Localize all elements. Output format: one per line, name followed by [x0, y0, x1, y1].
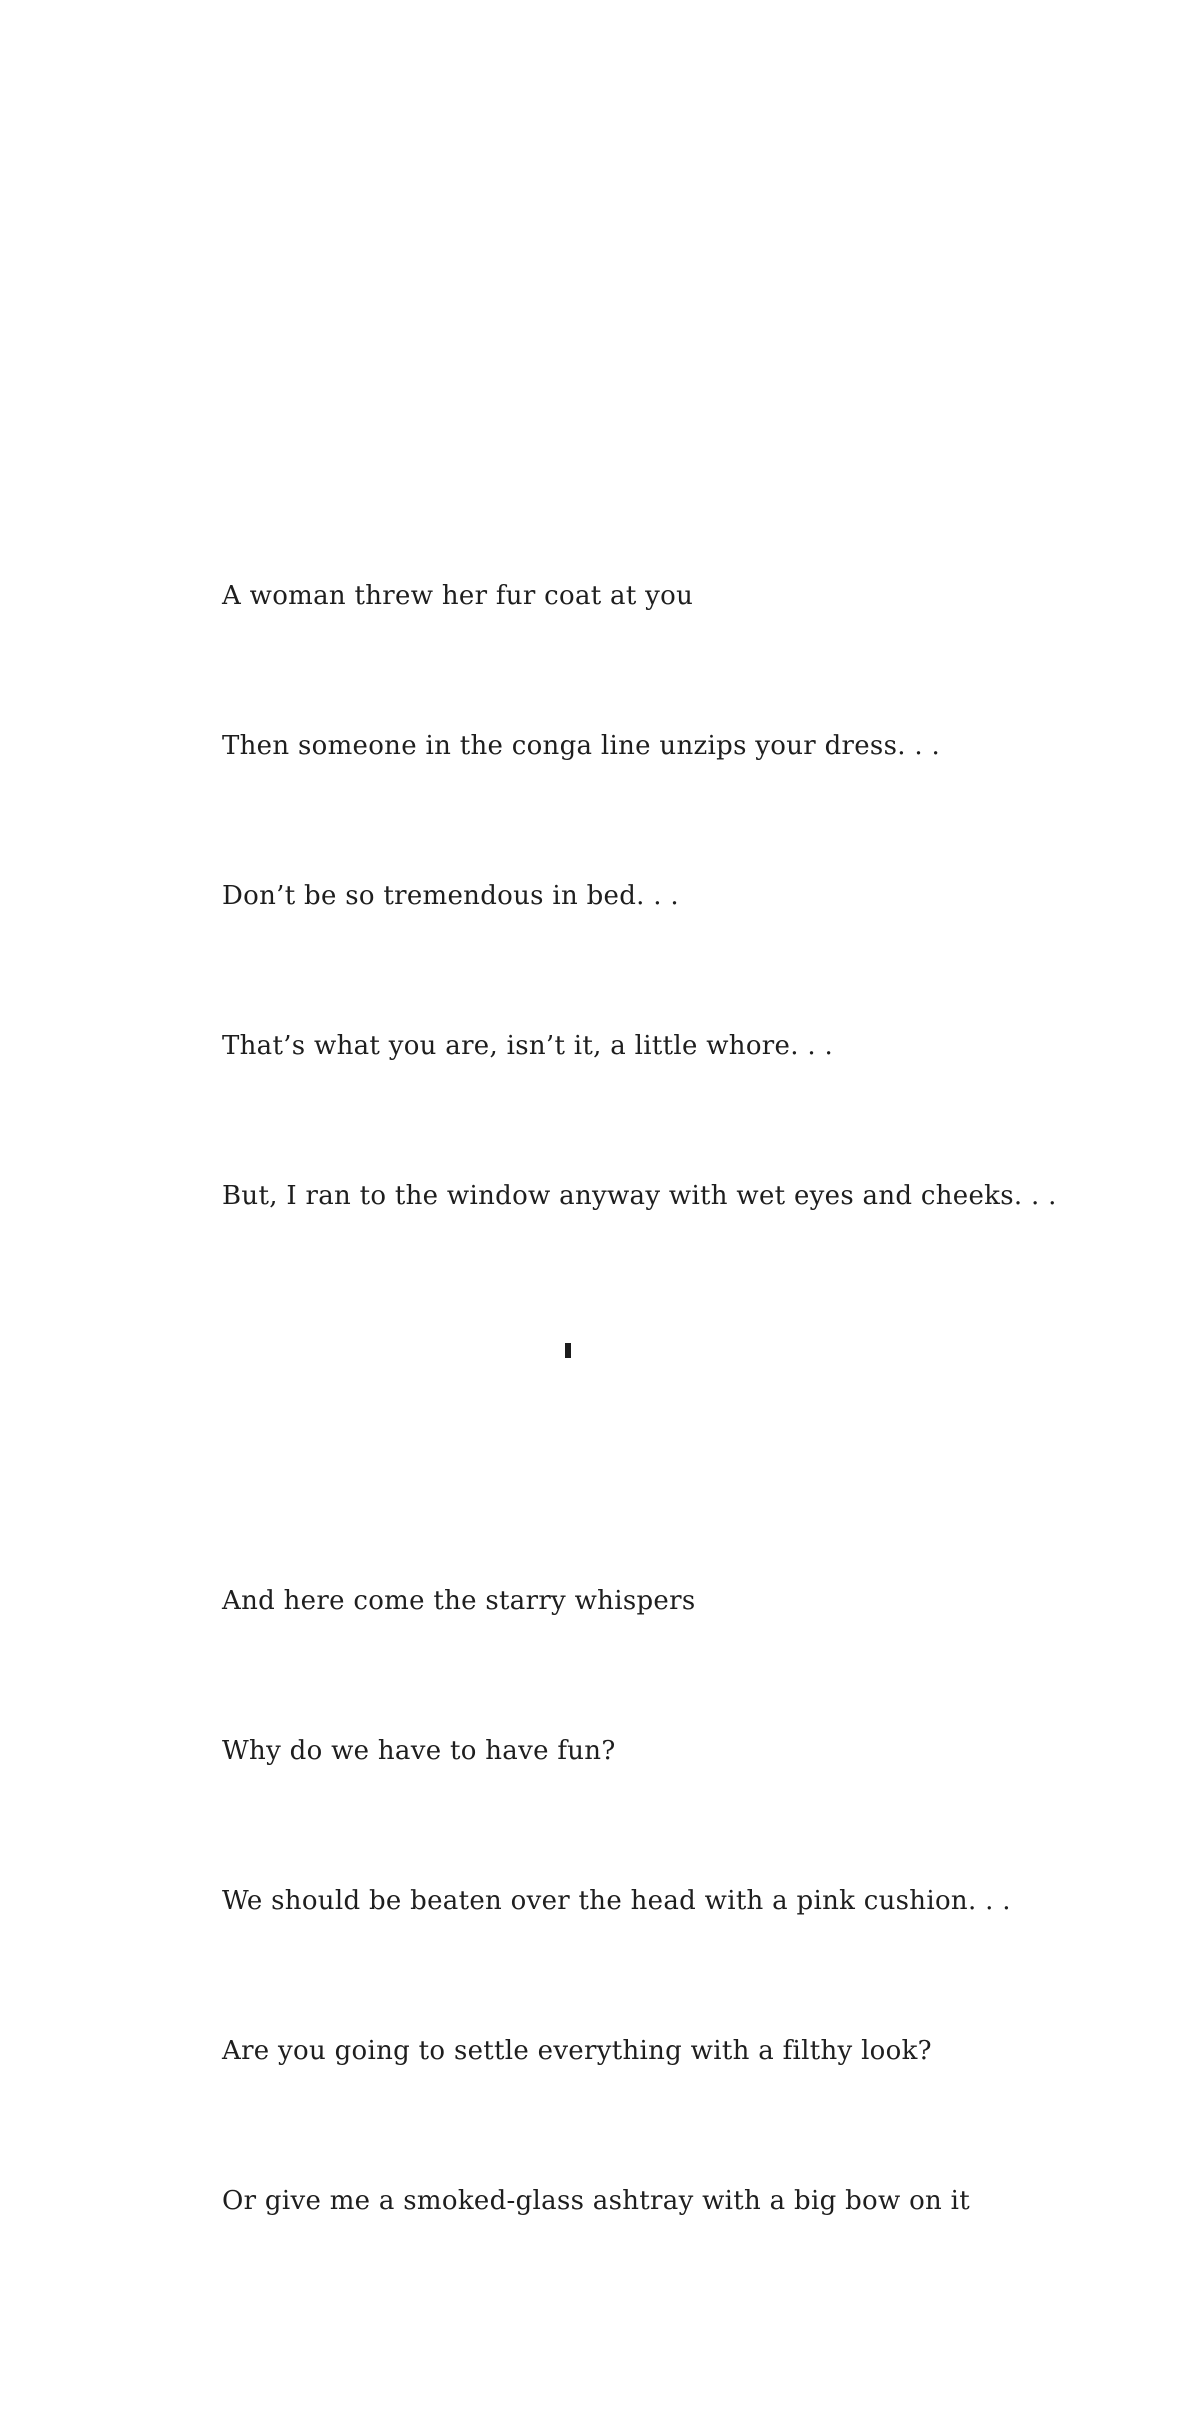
poem-line: A woman threw her fur coat at you: [222, 581, 694, 611]
poem-line: We should be beaten over the head with a pink cushion. . .: [222, 1886, 1011, 1916]
page-number: [565, 1343, 571, 1358]
stanza-1: [222, 471, 1057, 1321]
poem-line: Why do we have to have fun?: [222, 1736, 616, 1766]
stanza-2: [222, 1476, 1057, 2326]
poem-line: But, I ran to the window anyway with wet eyes and cheeks. . .: [222, 1181, 1057, 1211]
poem-line: Then someone in the conga line unzips your dress. . .: [222, 731, 941, 761]
poem-line: Don’t be so tremendous in bed. . .: [222, 881, 679, 911]
poem-line: That’s what you are, isn’t it, a little whore. . .: [222, 1031, 834, 1061]
poem-line: And here come the starry whispers: [222, 1586, 696, 1616]
poem-line: Are you going to settle everything with a filthy look?: [222, 2036, 932, 2066]
poem-text-block: [222, 371, 1057, 2426]
poem-line: Or give me a smoked-glass ashtray with a big bow on it: [222, 2186, 971, 2216]
